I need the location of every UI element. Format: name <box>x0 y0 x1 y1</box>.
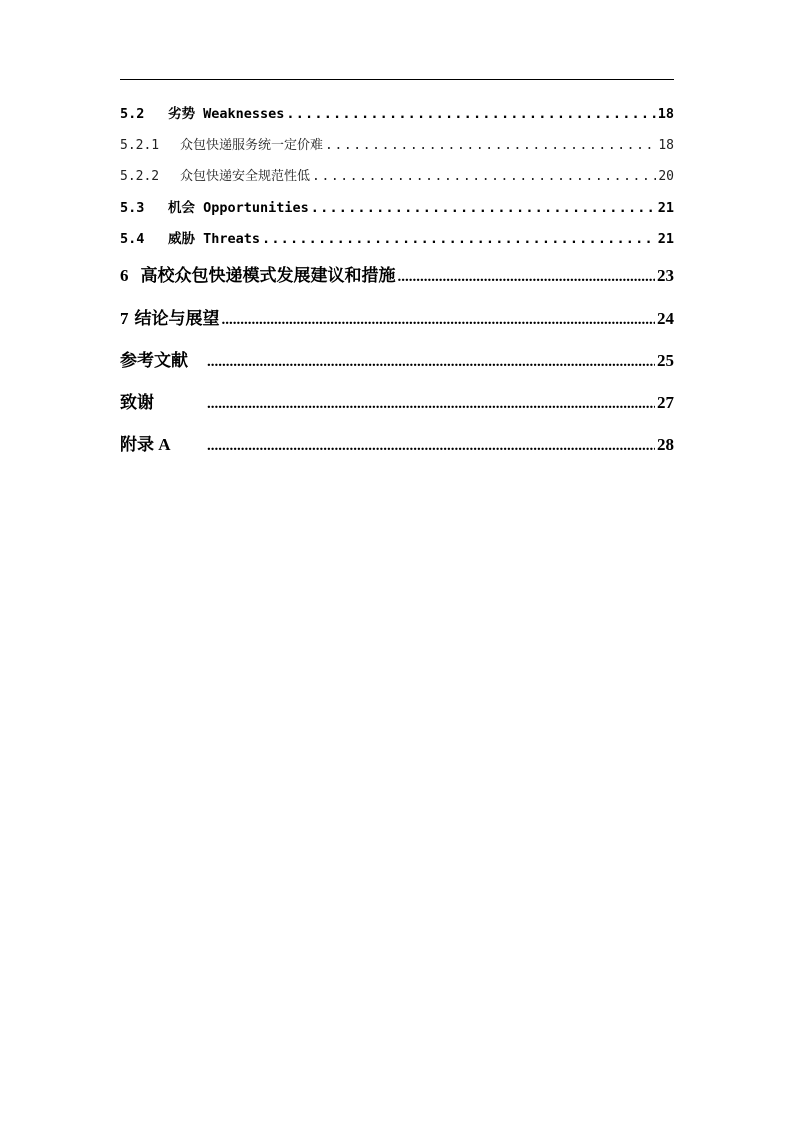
toc-title: 致谢 <box>120 393 154 412</box>
toc-page-number: 24 <box>657 309 674 328</box>
toc-leader-dots <box>222 312 656 329</box>
toc-leader-dots <box>286 106 655 122</box>
toc-entry-5-3[interactable] <box>120 196 674 216</box>
toc-leader-dots <box>398 269 656 286</box>
toc-leader-dots <box>325 138 656 153</box>
toc-leader-dots <box>312 169 656 184</box>
toc-page-number: 18 <box>657 106 674 122</box>
toc-number: 7 <box>120 309 129 328</box>
header-rule <box>120 79 674 80</box>
toc-number: 5.2 <box>120 106 145 122</box>
toc-leader-dots <box>207 354 655 371</box>
toc-page-number: 25 <box>657 351 674 370</box>
toc-page-number: 20 <box>658 169 674 184</box>
toc-number: 5.4 <box>120 231 145 247</box>
toc-title: 劣势 Weaknesses <box>168 106 285 122</box>
toc-title: 结论与展望 <box>134 309 220 328</box>
toc-title: 众包快递服务统一定价难 <box>180 138 324 153</box>
toc-entry-5-2[interactable] <box>120 102 674 122</box>
toc-entry-6[interactable] <box>120 261 674 286</box>
toc-entry-references[interactable] <box>120 346 674 371</box>
toc-leader-dots <box>311 200 656 216</box>
toc-page-number: 27 <box>657 393 674 412</box>
toc-page-number: 18 <box>658 138 674 153</box>
toc-page-number: 23 <box>657 266 674 285</box>
toc-page-number: 28 <box>657 435 674 454</box>
toc-title: 附录 A <box>120 435 171 454</box>
toc-title: 威胁 Threats <box>168 231 261 247</box>
toc-title: 高校众包快递模式发展建议和措施 <box>140 266 396 285</box>
toc-number: 6 <box>120 266 129 285</box>
toc-entry-7[interactable] <box>120 304 674 329</box>
toc-leader-dots <box>262 231 656 247</box>
toc-number: 5.3 <box>120 200 145 216</box>
toc-title: 参考文献 <box>120 351 188 370</box>
toc-entry-acknowledgements[interactable] <box>120 388 674 413</box>
toc-page-number: 21 <box>657 200 674 216</box>
toc-page-number: 21 <box>657 231 674 247</box>
toc-number: 5.2.2 <box>120 169 160 184</box>
toc-number: 5.2.1 <box>120 138 160 153</box>
toc-entry-5-2-2[interactable] <box>120 165 674 184</box>
toc-entry-appendix-a[interactable] <box>120 430 674 455</box>
toc-leader-dots <box>207 438 655 455</box>
toc-title: 机会 Opportunities <box>168 200 309 216</box>
toc-entry-5-2-1[interactable] <box>120 134 674 153</box>
toc-title: 众包快递安全规范性低 <box>180 169 311 184</box>
toc-entry-5-4[interactable] <box>120 227 674 247</box>
toc-leader-dots <box>207 396 655 413</box>
